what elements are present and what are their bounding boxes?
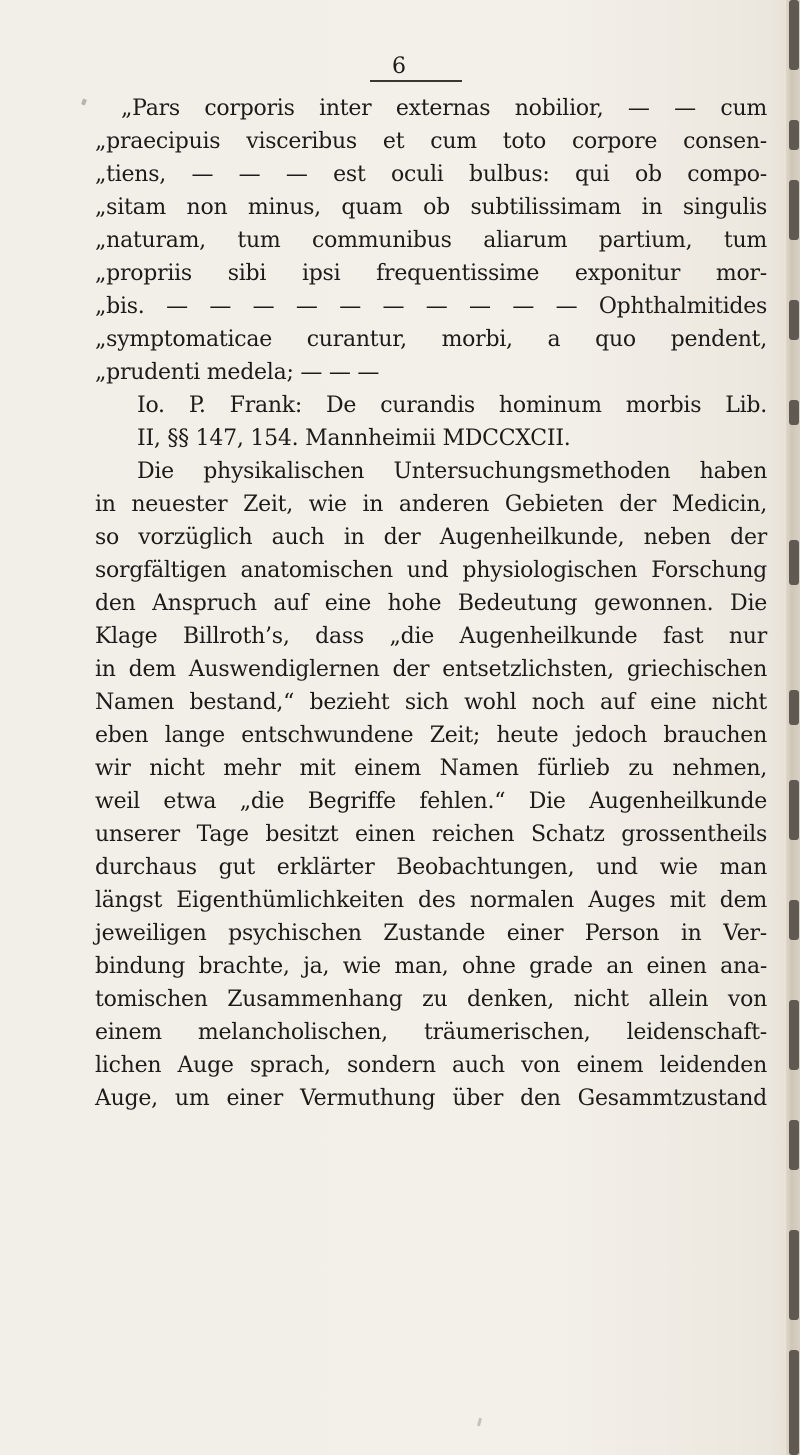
text-line: einem melancholischen, träumerischen, leidenschaft- (95, 1020, 767, 1045)
text-line: in neuester Zeit, wie in anderen Gebieten der Medicin, (95, 492, 767, 517)
edge-blot (789, 300, 799, 340)
edge-blot (789, 1120, 799, 1170)
text-line: „naturam, tum communibus aliarum partium, tum (95, 228, 767, 253)
text-line: Namen bestand,“ bezieht sich wohl noch auf eine nicht (95, 690, 767, 715)
edge-blot (789, 540, 799, 585)
text-line: wir nicht mehr mit einem Namen fürlieb zu nehmen, (95, 756, 767, 781)
edge-blot (789, 400, 799, 425)
text-line: „tiens, — — — est oculi bulbus: qui ob compo- (95, 162, 767, 187)
text-line: Klage Billroth’s, dass „die Augenheilkunde fast nur (95, 624, 767, 649)
edge-blot (789, 780, 799, 840)
text-line: den Anspruch auf eine hohe Bedeutung gewonnen. Die (95, 591, 767, 616)
text-line: „symptomaticae curantur, morbi, a quo pendent, (95, 327, 767, 352)
edge-blot (789, 1230, 799, 1320)
text-line: Die physikalischen Untersuchungsmethoden haben (137, 459, 767, 484)
edge-blot (789, 690, 799, 725)
text-line: „sitam non minus, quam ob subtilissimam in singulis (95, 195, 767, 220)
text-line: „bis. — — — — — — — — — — Ophthalmitides (95, 294, 767, 319)
edge-blot (789, 1350, 799, 1455)
body-text (95, 92, 767, 1115)
text-line: weil etwa „die Begriffe fehlen.“ Die Augenheilkunde (95, 789, 767, 814)
ink-speck (477, 1418, 482, 1427)
edge-blot (789, 1000, 799, 1070)
page-number-underline (370, 80, 462, 82)
text-line: sorgfältigen anatomischen und physiologischen Forschung (95, 558, 767, 583)
text-line: Auge, um einer Vermuthung über den Gesammtzustand (95, 1086, 767, 1111)
edge-blot (789, 180, 799, 240)
ink-speck (81, 98, 87, 105)
text-line: jeweiligen psychischen Zustande einer Person in Ver- (95, 921, 767, 946)
text-line: so vorzüglich auch in der Augenheilkunde, neben der (95, 525, 767, 550)
edge-blot (789, 0, 799, 70)
text-line: unserer Tage besitzt einen reichen Schatz grossentheils (95, 822, 767, 847)
text-line: in dem Auswendiglernen der entsetzlichsten, griechischen (95, 657, 767, 682)
text-line: lichen Auge sprach, sondern auch von einem leidenden (95, 1053, 767, 1078)
text-line: „praecipuis visceribus et cum toto corpore consen- (95, 129, 767, 154)
text-line: bindung brachte, ja, wie man, ohne grade an einen ana- (95, 954, 767, 979)
text-line: tomischen Zusammenhang zu denken, nicht allein von (95, 987, 767, 1012)
text-line: längst Eigenthümlichkeiten des normalen Auges mit dem (95, 888, 767, 913)
edge-blot (789, 900, 799, 940)
text-line: durchaus gut erklärter Beobachtungen, und wie man (95, 855, 767, 880)
text-line: „propriis sibi ipsi frequentissime exponitur mor- (95, 261, 767, 286)
scanned-page-edge (786, 0, 800, 1455)
text-line: „prudenti medela; — — — (95, 360, 380, 385)
page-number: 6 (392, 54, 406, 79)
citation-line: Io. P. Frank: De curandis hominum morbis Lib. (137, 393, 767, 418)
text-line: eben lange entschwundene Zeit; heute jedoch brauchen (95, 723, 767, 748)
citation-line: II, §§ 147, 154. Mannheimii MDCCXCII. (137, 426, 571, 451)
edge-blot (789, 120, 799, 150)
text-line: „Pars corporis inter externas nobilior, — — cum (121, 96, 767, 121)
